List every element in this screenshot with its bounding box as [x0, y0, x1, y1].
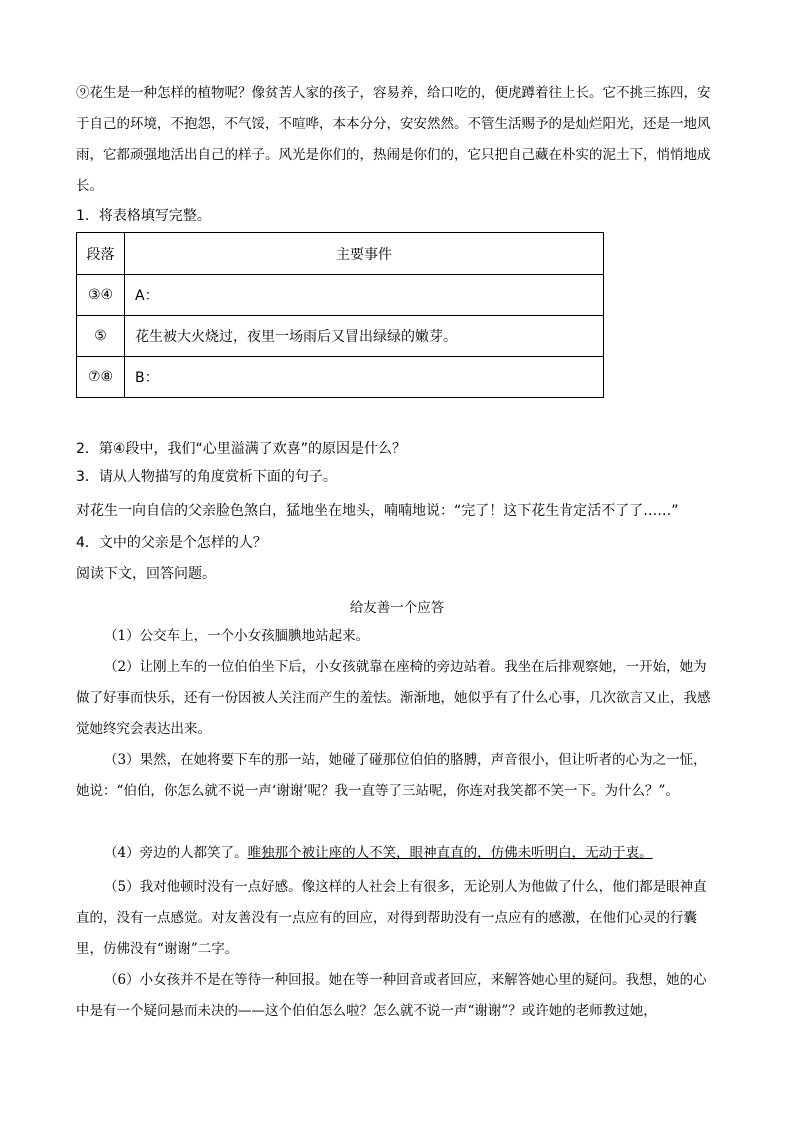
reading-instruction: 阅读下文，回答问题。 [76, 566, 216, 582]
passage2-paragraph-1: （1）公交车上，一个小女孩腼腆地站起来。 [104, 628, 370, 644]
passage2-paragraph-4 [76, 838, 716, 869]
table-header-row [77, 233, 604, 275]
row-paragraph: ⑤ [77, 316, 125, 357]
row-event: 花生被大火烧过，夜里一场雨后又冒出绿绿的嫩芽。 [125, 316, 604, 357]
row-event: B： [125, 357, 604, 398]
question-3: 3．请从人物描写的角度赏析下面的句子。 [76, 469, 337, 485]
header-main-event: 主要事件 [125, 233, 604, 275]
table-row [77, 275, 604, 316]
question-4: 4．文中的父亲是个怎样的人？ [76, 535, 267, 551]
events-table [76, 232, 604, 398]
passage2-paragraph-6: （6）小女孩并不是在等待一种回报。她在等一种回音或者回应，来解答她心里的疑问。我想，她的心中是有一个疑问悬而未决的——这个伯伯怎么啦？怎么就不说一声“谢谢”？或许她的老师教过她， [76, 972, 707, 1019]
paragraph-4-start: （4）旁边的人都笑了。 [104, 845, 248, 861]
passage2-paragraph-5: （5）我对他顿时没有一点好感。像这样的人社会上有很多，无论别人为他做了什么，他们都是眼神直直的，没有一点感觉。对友善没有一点应有的回应，对得到帮助没有一点应有的感激，在他们心灵的行囊里，仿佛没有“谢谢”二字。 [76, 879, 707, 957]
question-2: 2．第④段中，我们“心里溢满了欢喜”的原因是什么？ [76, 441, 406, 457]
passage2-paragraph-3: （3）果然，在她将要下车的那一站，她碰了碰那位伯伯的胳膊，声音很小，但让听者的心为之一怔，她说：“伯伯，你怎么就不说一声‘谢谢’呢？我一直等了三站呢，你连对我笑都不笑一下。为什么？”。 [76, 752, 707, 799]
row-paragraph: ③④ [77, 275, 125, 316]
passage2-paragraph-2: （2）让刚上车的一位伯伯坐下后，小女孩就靠在座椅的旁边站着。我坐在后排观察她，一开始，她为做了好事而快乐，还有一份因被人关注而产生的羞怯。渐渐地，她似乎有了什么心事，几次欲言又止，我感觉她终究会表达出来。 [76, 659, 711, 737]
table-row [77, 357, 604, 398]
header-paragraph: 段落 [77, 233, 125, 275]
question-3-sentence: 对花生一向自信的父亲脸色煞白，猛地坐在地头，喃喃地说：“完了！这下花生肯定活不了了……” [76, 503, 679, 519]
row-paragraph: ⑦⑧ [77, 357, 125, 398]
paragraph-4-underlined-sentence: 唯独那个被让座的人不笑，眼神直直的，仿佛未听明白，无动于衷。 [247, 845, 653, 861]
passage2-title: 给友善一个应答 [349, 600, 445, 616]
table-row [77, 316, 604, 357]
passage1-paragraph-9: ⑨花生是一种怎样的植物呢？像贫苦人家的孩子，容易养，给口吃的，便虎蹲着往上长。它不挑三拣四，安于自己的环境，不抱怨，不气馁，不喧哗，本本分分，安安然然。不管生活赐予的是灿烂阳光，还是一地风雨，它都顽强地活出自己的样子。风光是你们的，热闹是你们的，它只把自己藏在朴实的泥土下，悄悄地成长。 [76, 85, 711, 194]
question-1: 1．将表格填写完整。 [76, 208, 211, 224]
row-event: A： [125, 275, 604, 316]
